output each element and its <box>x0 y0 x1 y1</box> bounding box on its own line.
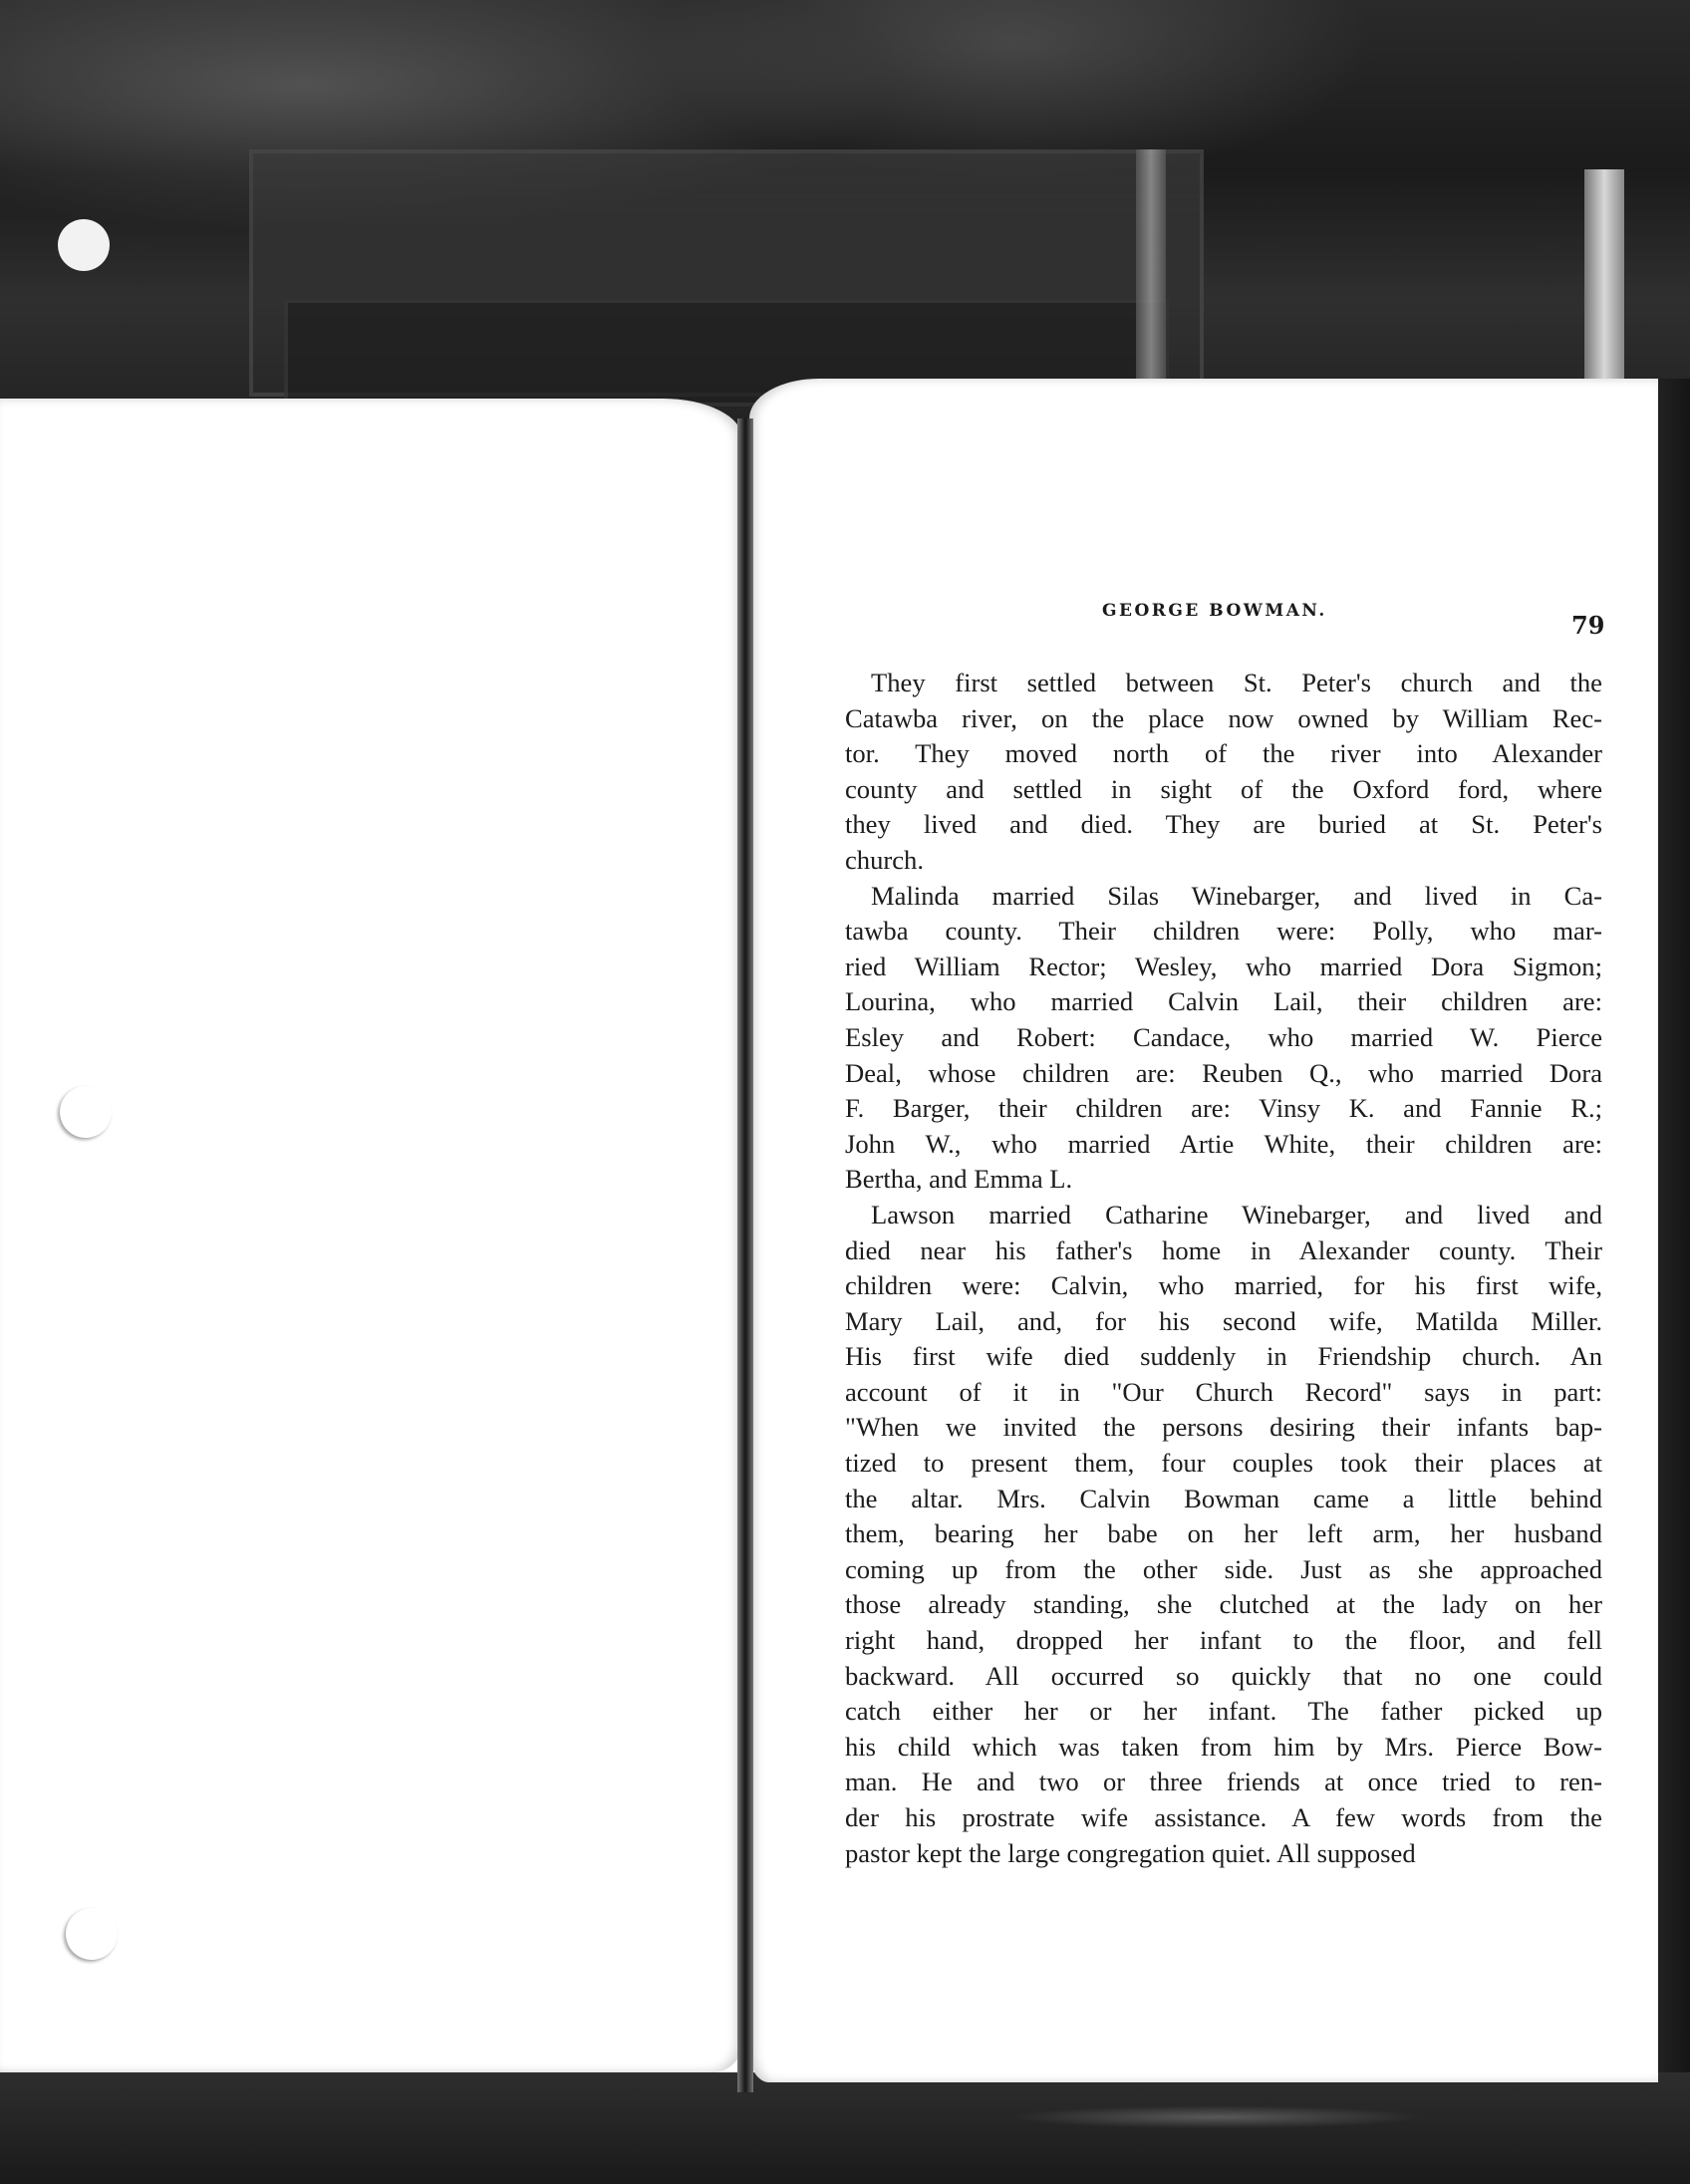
text-line: the altar. Mrs. Calvin Bowman came a little behind <box>845 1483 1602 1513</box>
text-line: Deal, whose children are: Reuben Q., who married Dora <box>845 1057 1602 1088</box>
text-line: them, bearing her babe on her left arm, her husband <box>845 1518 1602 1549</box>
text-line: Mary Lail, and, for his second wife, Matilda Miller. <box>845 1305 1602 1336</box>
text-line: Bertha, and Emma L. <box>845 1164 1073 1195</box>
text-line: John W., who married Artie White, their children are: <box>845 1128 1602 1159</box>
text-line: account of it in "Our Church Record" says in part: <box>845 1376 1602 1407</box>
running-head: GEORGE BOWMAN. <box>1102 601 1327 621</box>
text-line: pastor kept the large congregation quiet. All supposed <box>845 1837 1416 1868</box>
page-number: 79 <box>1571 611 1605 640</box>
text-line: Lourina, who married Calvin Lail, their children are: <box>845 986 1602 1017</box>
text-line: Malinda married Silas Winebarger, and lived in Ca- <box>871 880 1602 911</box>
text-line: they lived and died. They are buried at St. Peter's <box>845 809 1602 840</box>
text-line: tawba county. Their children were: Polly, who mar- <box>845 916 1602 947</box>
text-line: Catawba river, on the place now owned by William Rec- <box>845 702 1602 733</box>
text-line: died near his father's home in Alexander county. Their <box>845 1234 1602 1265</box>
text-line: catch either her or her infant. The father picked up <box>845 1696 1602 1727</box>
text-line: tor. They moved north of the river into Alexander <box>845 738 1602 769</box>
text-line: man. He and two or three friends at once tried to ren- <box>845 1767 1602 1797</box>
book-gutter <box>737 418 753 2092</box>
text-line: F. Barger, their children are: Vinsy K. and Fannie R.; <box>845 1093 1602 1124</box>
background-post <box>1136 149 1166 409</box>
text-line: Lawson married Catharine Winebarger, and lived and <box>871 1199 1602 1229</box>
text-line: coming up from the other side. Just as she approached <box>845 1553 1602 1584</box>
text-line: church. <box>845 844 925 875</box>
left-page-blank <box>0 399 742 2072</box>
text-line: der his prostrate wife assistance. A few words from the <box>845 1802 1602 1832</box>
punch-hole-top <box>58 219 110 271</box>
text-line: tized to present them, four couples took their places at <box>845 1448 1602 1479</box>
text-line: right hand, dropped her infant to the floor, and fell <box>845 1625 1602 1656</box>
punch-hole-bottom <box>66 1908 118 1960</box>
text-line: They first settled between St. Peter's church and the <box>871 668 1602 697</box>
body-text <box>845 666 1602 1871</box>
punch-hole-middle <box>60 1086 112 1138</box>
text-line: backward. All occurred so quickly that no one could <box>845 1660 1602 1691</box>
text-line: those already standing, she clutched at the lady on her <box>845 1589 1602 1620</box>
text-line: ried William Rector; Wesley, who married Dora Sigmon; <box>845 951 1602 981</box>
background-bottom <box>0 2072 1690 2184</box>
text-line: His first wife died suddenly in Friendship church. An <box>845 1341 1602 1372</box>
text-line: county and settled in sight of the Oxford ford, where <box>845 773 1602 804</box>
background-top <box>0 0 1690 428</box>
text-line: his child which was taken from him by Mrs. Pierce Bow- <box>845 1731 1602 1762</box>
text-line: children were: Calvin, who married, for his first wife, <box>845 1270 1602 1301</box>
text-line: Esley and Robert: Candace, who married W. Pierce <box>845 1021 1602 1052</box>
text-line: "When we invited the persons desiring their infants bap- <box>845 1412 1602 1443</box>
